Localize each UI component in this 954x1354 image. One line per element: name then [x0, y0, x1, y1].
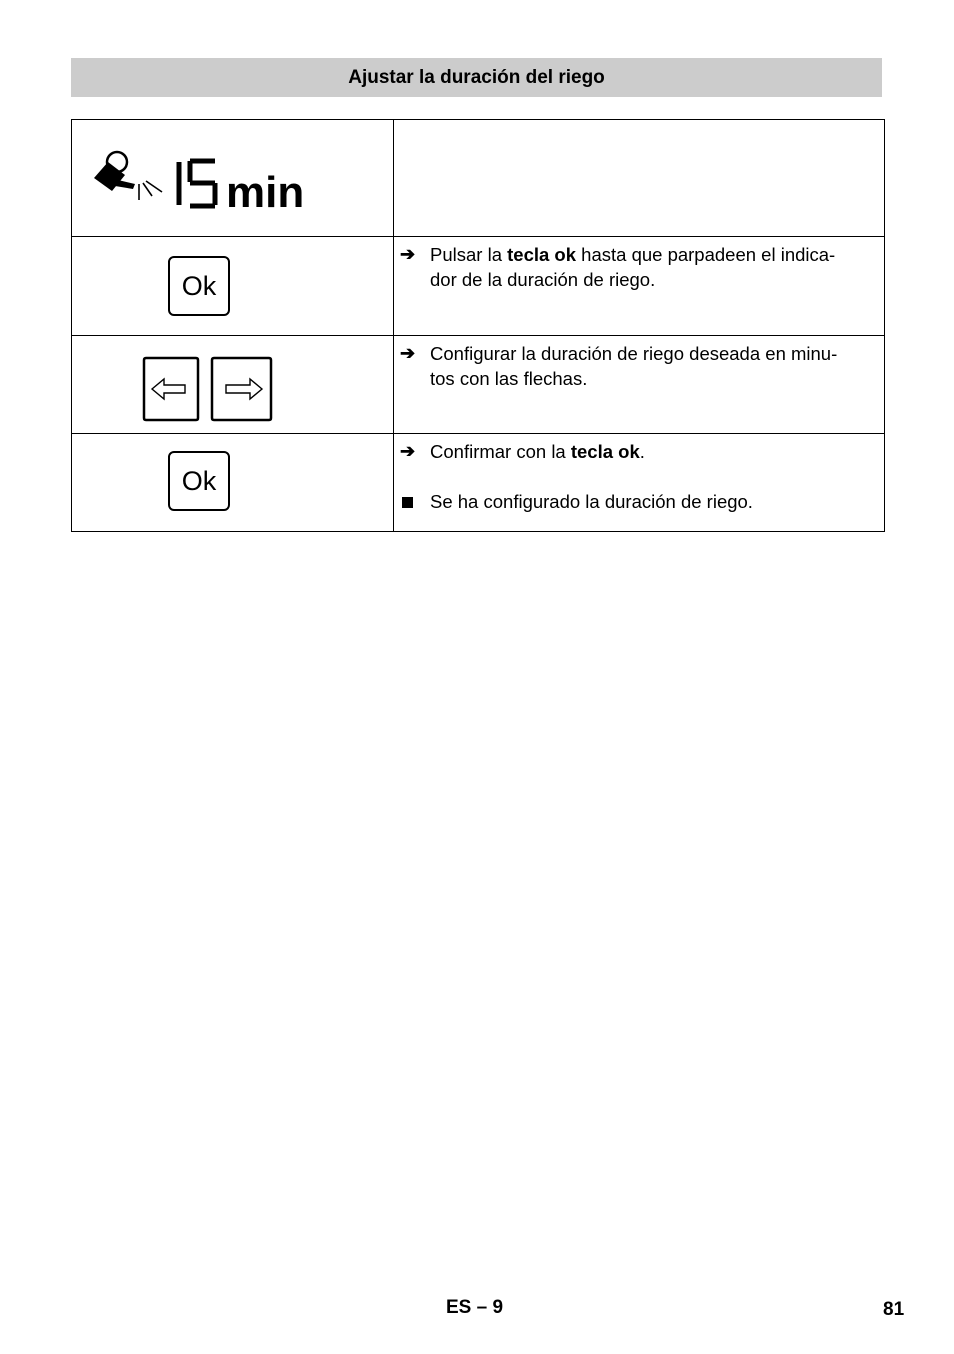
table-row: [72, 434, 885, 532]
arrow-right-key-icon: [212, 358, 271, 420]
step-text-part: dor de la duración de riego.: [430, 269, 656, 290]
step-text-bold: tecla ok: [507, 244, 577, 265]
arrow-right-icon: ➔: [400, 343, 416, 363]
result-marker: [400, 489, 430, 515]
section-title-text: Ajustar la duración del riego: [348, 66, 605, 88]
square-bullet-icon: [402, 497, 413, 508]
step-item: [394, 336, 884, 391]
step-text: [430, 242, 835, 292]
unit-label: min: [226, 168, 305, 217]
table-row: [72, 336, 885, 434]
arrow-keys-graphic: [72, 336, 393, 428]
display-graphic: [72, 120, 393, 231]
step-text-part: Configurar la duración de riego deseada en minu-: [430, 343, 838, 364]
ok-key-icon: [168, 451, 230, 511]
arrow-left-key-icon: [144, 358, 198, 420]
watering-can-icon: [94, 152, 162, 200]
display-cell: [72, 120, 394, 237]
instruction-cell: [394, 434, 885, 532]
ok-key-icon: [168, 256, 230, 316]
arrow-right-icon: ➔: [400, 441, 416, 461]
step-text-part: tos con las flechas.: [430, 368, 588, 389]
key-cell: [72, 237, 394, 336]
step-text-bold: tecla ok: [570, 441, 640, 462]
step-text-part: .: [639, 441, 645, 462]
step-text-part: Confirmar con la: [430, 441, 571, 462]
step-text: [430, 439, 645, 464]
table-row: [72, 120, 885, 237]
section-page-label: ES – 9: [446, 1297, 504, 1318]
step-text-part: hasta que parpadeen el indica-: [576, 244, 836, 265]
step-text: [430, 341, 837, 391]
ok-key-label: Ok: [181, 270, 217, 301]
instruction-table: [71, 119, 885, 532]
table-row: [72, 237, 885, 336]
result-text: Se ha configurado la duración de riego.: [430, 491, 753, 512]
seven-segment-digits: [179, 161, 215, 206]
instruction-cell: [394, 237, 885, 336]
arrow-keys-cell: [72, 336, 394, 434]
display-description-cell: [394, 120, 885, 237]
step-item: [394, 434, 884, 464]
ok-key-label: Ok: [181, 465, 217, 496]
key-cell: [72, 434, 394, 532]
section-title: [71, 58, 882, 97]
arrow-right-icon: ➔: [400, 244, 416, 264]
step-item: [394, 237, 884, 292]
result-item: [394, 464, 884, 515]
page-number: 81: [883, 1299, 905, 1320]
step-text-part: Pulsar la: [430, 244, 508, 265]
instruction-cell: [394, 336, 885, 434]
